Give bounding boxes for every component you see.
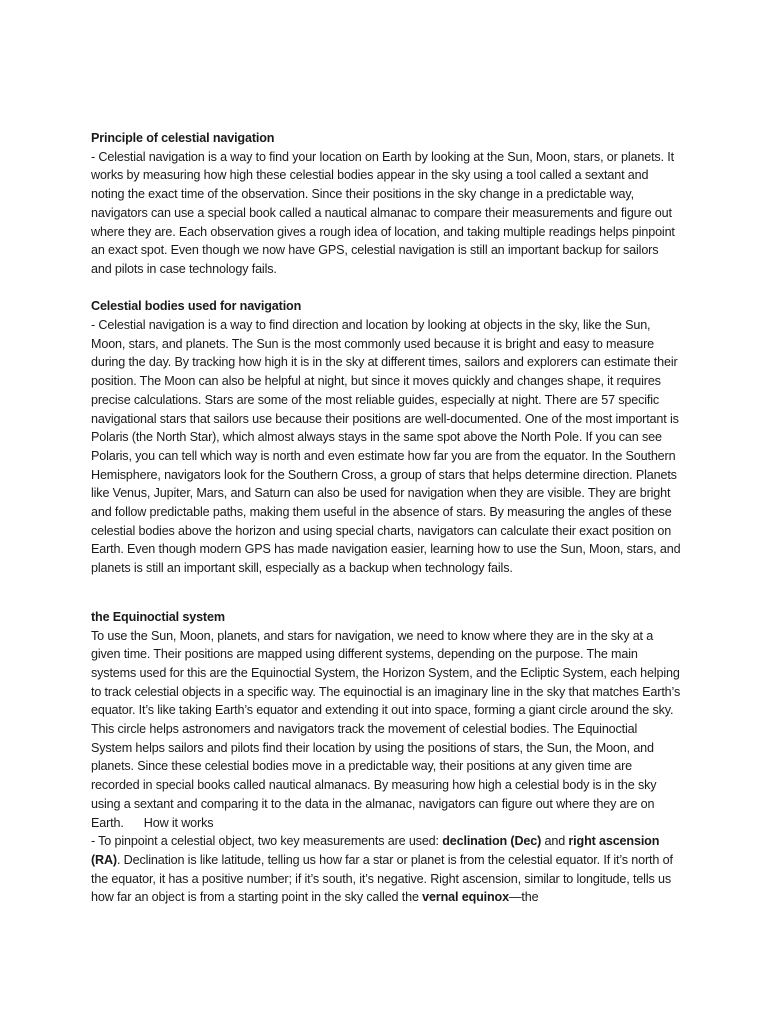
section-body-celestial-bodies: - Celestial navigation is a way to find direction and location by looking at objects in the sky, like the Sun, Moon, stars, and planets. The Sun is the most commonly used because it is bright and easy to measure during the day. By tracking how high it is in the sky at different times, sailors and explorers can estimate their position. The Moon can also be helpful at night, but since it moves quickly and changes shape, it requires precise calculations. Stars are some of the most reliable guides, especially at night. There are 57 specific navigational stars that sailors use because their positions are well-documented. One of the most important is Polaris (the North Star), which almost always stays in the same spot above the North Pole. If you can see Polaris, you can tell which way is north and even estimate how far you are from the equator. In the Southern Hemisphere, navigators look for the Southern Cross, a group of stars that helps determine direction. Planets like Venus, Jupiter, Mars, and Saturn can also be used for navigation when they are visible. They are bright and follow predictable paths, making them useful in the absence of stars. By measuring the angles of these celestial bodies above the horizon and using special charts, navigators can calculate their exact position on Earth. Even though modern GPS has made navigation easier, learning how to use the Sun, Moon, stars, and planets is still an important skill, especially as a backup when technology fails. [91, 318, 681, 576]
sub-intro-text: - To pinpoint a celestial object, two key measurements are used: [91, 834, 443, 849]
section-heading-equinoctial: the Equinoctial system [91, 609, 225, 624]
section-body-principle: - Celestial navigation is a way to find your location on Earth by looking at the Sun, Moon, stars, or planets. It works by measuring how high these celestial bodies appear in the sky using a tool called a sextant and noting the exact time of the observation. Since their positions in the sky change in a predictable way, navigators can use a special book called a nautical almanac to compare their measurements and figure out where they are. Each observation gives a rough idea of location, and taking multiple readings helps pinpoint an exact spot. Even though we now have GPS, celestial navigation is still an important backup for sailors and pilots in case technology fails. [91, 149, 675, 276]
section-sub-equinoctial [91, 832, 681, 907]
paragraph-spacer [91, 279, 681, 298]
term-declination: declination (Dec) [442, 834, 542, 849]
term-vernal-equinox: vernal equinox [422, 890, 509, 905]
term-right-ascension: right ascension (RA) [91, 834, 660, 867]
how-it-works-label: How it works [143, 815, 214, 830]
section-body-equinoctial [91, 627, 681, 833]
section-heading-celestial-bodies: Celestial bodies used for navigation [91, 299, 302, 314]
paragraph-spacer [91, 578, 681, 608]
document-page [91, 129, 681, 907]
sub-middle-text: . Declination is like latitude, telling us how far a star or planet is from the celestial equator. If it’s north of the equator, it has a positive number; if it’s south, it’s negative. Right ascension, similar to longitude, tells us how far an object is from a starting point in the sky called the [91, 853, 673, 905]
section-heading-principle: Principle of celestial navigation [91, 131, 275, 145]
sub-end-text: —the [508, 890, 539, 905]
equinoctial-body-text: To use the Sun, Moon, planets, and stars for navigation, we need to know where they are in the sky at a given time. Their positions are mapped using different systems, depending on the purpose. The main systems used for this are the Equinoctial System, the Horizon System, and the Ecliptic System, each helping to track celestial objects in a specific way. The equinoctial is an imaginary line in the sky that matches Earth’s equator. It’s like taking Earth’s equator and extending it out into space, forming a giant circle around the sky. This circle helps astronomers and navigators track the movement of celestial bodies. The Equinoctial System helps sailors and pilots find their location by using the positions of stars, the Sun, the Moon, and planets. Since these celestial bodies move in a predictable way, their positions at any given time are recorded in special books called nautical almanacs. By measuring how high a celestial body is in the sky using a sextant and comparing it to the data in the almanac, navigators can figure out where they are on Earth. [91, 628, 681, 830]
sub-and-text: and [541, 834, 569, 849]
